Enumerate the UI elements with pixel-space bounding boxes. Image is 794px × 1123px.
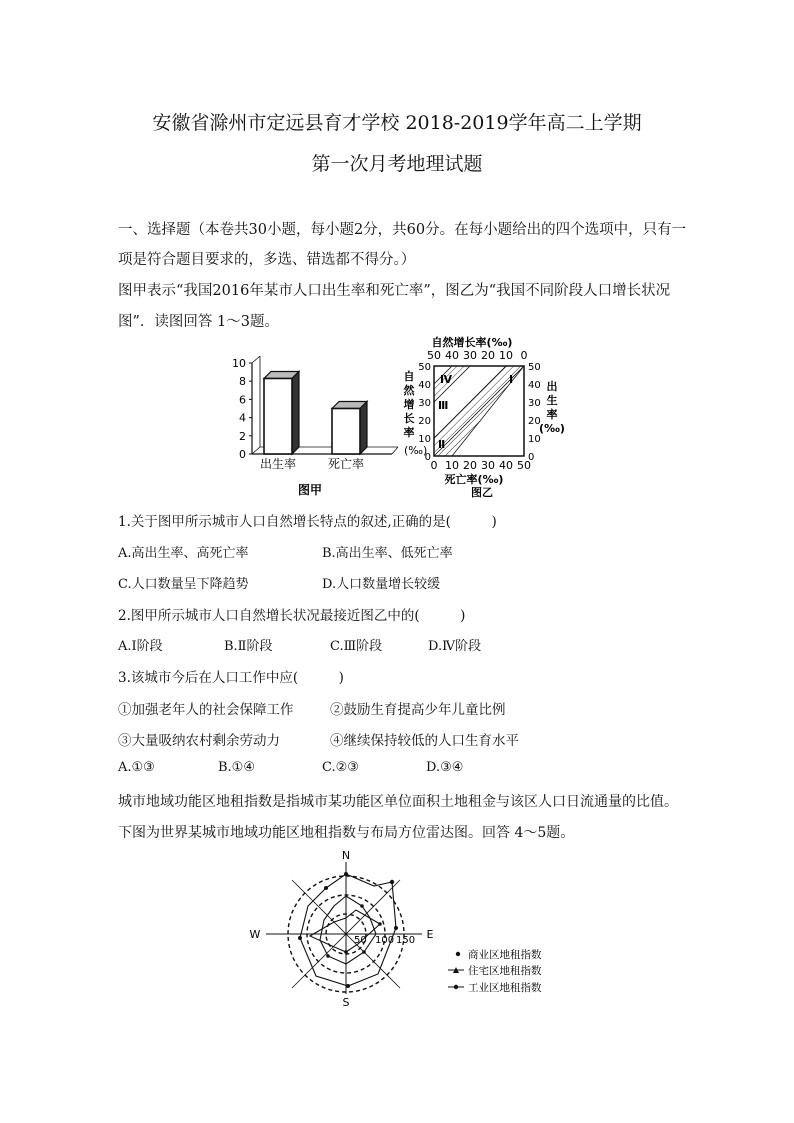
yi-left-tick-label: 0 [424, 452, 431, 463]
legend-marker-industrial [454, 985, 458, 989]
page-title-line1: 安徽省滁州市定远县育才学校 2018-2019学年高二上学期 [152, 112, 642, 134]
yi-zone-label: Ⅰ [509, 373, 514, 386]
passage2-line2: 下图为世界某城市地域功能区地租指数与布局方位雷达图。回答 4～5题。 [118, 825, 575, 841]
radar-direction-n: N [341, 849, 351, 862]
radar-direction-e: E [426, 928, 434, 941]
jia-y-tick-label: 4 [239, 411, 246, 425]
q3-option-a[interactable]: A.①③ [118, 760, 155, 775]
q3-statement-3: ③大量吸纳农村剩余劳动力 [118, 733, 280, 749]
yi-top-tick-label: 20 [481, 349, 495, 362]
yi-left-title-char: 率 [403, 426, 415, 439]
yi-bottom-tick-label: 20 [463, 459, 477, 472]
jia-caption: 图甲 [297, 483, 323, 497]
figure-yi [402, 336, 570, 498]
radar-ring-label: 150 [396, 935, 416, 946]
jia-y-tick-label: 8 [239, 375, 246, 389]
q3-statement-1: ①加强老年人的社会保障工作 [118, 702, 294, 718]
yi-left-tick-label: 40 [418, 380, 431, 391]
yi-right-tick-label: 20 [528, 416, 541, 427]
jia-y-tick-label: 2 [239, 429, 246, 443]
page-title-line2: 第一次月考地理试题 [311, 153, 483, 175]
yi-caption: 图乙 [471, 486, 493, 499]
yi-left-tick-label: 50 [418, 362, 431, 373]
yi-top-title: 自然增长率(‰) [431, 336, 513, 349]
radar-ring-label: 100 [375, 935, 395, 946]
yi-bottom-tick-label: 0 [430, 459, 438, 472]
yi-right-title-char: 率 [546, 408, 558, 421]
passage1-line2: 图”．读图回答 1～3题。 [118, 314, 279, 330]
yi-left-tick-label: 30 [418, 398, 431, 409]
yi-zone-label: Ⅱ [438, 438, 446, 451]
yi-right-title-char: (‰) [539, 422, 565, 435]
yi-top-tick-label: 30 [463, 349, 477, 362]
jia-y-tick-label: 10 [232, 357, 246, 370]
q1-option-d[interactable]: D.人口数量增长较缓 [322, 577, 441, 592]
q2-option-d[interactable]: D.Ⅳ阶段 [428, 639, 482, 654]
q1-option-b[interactable]: B.高出生率、低死亡率 [322, 546, 453, 561]
yi-zone-label: Ⅳ [440, 373, 453, 386]
yi-bottom-tick-label: 10 [445, 459, 459, 472]
passage1-line1: 图甲表示“我国2016年某市人口出生率和死亡率”，图乙为“我国不同阶段人口增长状况 [118, 283, 671, 299]
section-intro-line2: 项是符合题目要求的，多选、错选都不得分。） [118, 252, 416, 268]
q2-option-c[interactable]: C.Ⅲ阶段 [330, 639, 383, 654]
legend-marker-commercial [456, 952, 460, 956]
legend-label-residential: 住宅区地租指数 [468, 965, 542, 977]
q3-statement-4: ④继续保持较低的人口生育水平 [330, 733, 519, 749]
yi-right-tick-label: 30 [528, 398, 541, 409]
q3-option-d[interactable]: D.③④ [426, 760, 464, 775]
radar-direction-w: W [249, 928, 261, 941]
yi-bottom-tick-label: 30 [481, 459, 495, 472]
yi-right-tick-label: 10 [528, 434, 541, 445]
question-3-stem: 3.该城市今后在人口工作中应( ) [118, 670, 344, 686]
yi-top-tick-label: 40 [445, 349, 459, 362]
q2-option-a[interactable]: A.Ⅰ阶段 [118, 639, 163, 654]
yi-right-title-char: 出 [546, 380, 558, 393]
radar-chart [246, 848, 556, 1008]
jia-category-label: 死亡率 [327, 457, 365, 471]
yi-right-title-char: 生 [546, 394, 558, 407]
jia-bar-side [360, 402, 367, 455]
yi-right-tick-label: 40 [528, 380, 541, 391]
yi-left-title-char: 然 [403, 384, 415, 397]
passage2-line1: 城市地域功能区地租指数是指城市某功能区单位面积土地租金与该区人口日流通量的比值。 [118, 794, 678, 810]
yi-left-title-char: 增 [403, 398, 415, 411]
jia-bar-死亡率 [332, 409, 360, 455]
radar-direction-s: S [342, 996, 350, 1009]
yi-bottom-tick-label: 50 [517, 459, 531, 472]
yi-left-tick-label: 10 [418, 434, 431, 445]
legend-label-industrial: 工业区地租指数 [468, 982, 542, 994]
q2-option-b[interactable]: B.Ⅱ阶段 [224, 639, 273, 654]
jia-bar-side [292, 371, 299, 454]
legend-label-commercial: 商业区地租指数 [468, 949, 542, 961]
q3-statement-2: ②鼓励生育提高少年儿童比例 [330, 702, 506, 718]
q1-option-a[interactable]: A.高出生率、高死亡率 [118, 546, 249, 561]
yi-bottom-tick-label: 40 [499, 459, 513, 472]
radar-ring-label: 50 [354, 935, 367, 946]
yi-left-title-char: 自 [403, 370, 415, 383]
jia-bar-出生率 [264, 378, 292, 454]
yi-top-tick-label: 10 [499, 349, 513, 362]
q3-option-c[interactable]: C.②③ [322, 760, 359, 775]
yi-left-tick-label: 20 [418, 416, 431, 427]
question-1-stem: 1.关于图甲所示城市人口自然增长特点的叙述,正确的是( ) [118, 514, 497, 530]
yi-top-tick-label: 50 [427, 349, 441, 362]
q3-option-b[interactable]: B.①④ [218, 760, 255, 775]
yi-left-title-char: 长 [403, 412, 415, 425]
section-intro-line1: 一、选择题（本卷共30小题，每小题2分，共60分。在每小题给出的四个选项中，只有一 [118, 222, 687, 238]
jia-category-label: 出生率 [259, 457, 297, 471]
yi-bottom-title: 死亡率(‰) [444, 473, 504, 486]
q1-option-c[interactable]: C.人口数量呈下降趋势 [118, 577, 249, 592]
jia-y-tick-label: 0 [239, 448, 246, 461]
jia-y-tick-label: 6 [239, 393, 246, 407]
yi-top-tick-label: 0 [520, 349, 528, 362]
yi-zone-label: Ⅲ [438, 399, 449, 412]
yi-right-tick-label: 50 [528, 362, 541, 373]
question-2-stem: 2.图甲所示城市人口自然增长状况最接近图乙中的( ) [118, 608, 466, 624]
jia-unit-label: (‰) [404, 444, 428, 457]
yi-right-tick-label: 0 [528, 452, 535, 463]
